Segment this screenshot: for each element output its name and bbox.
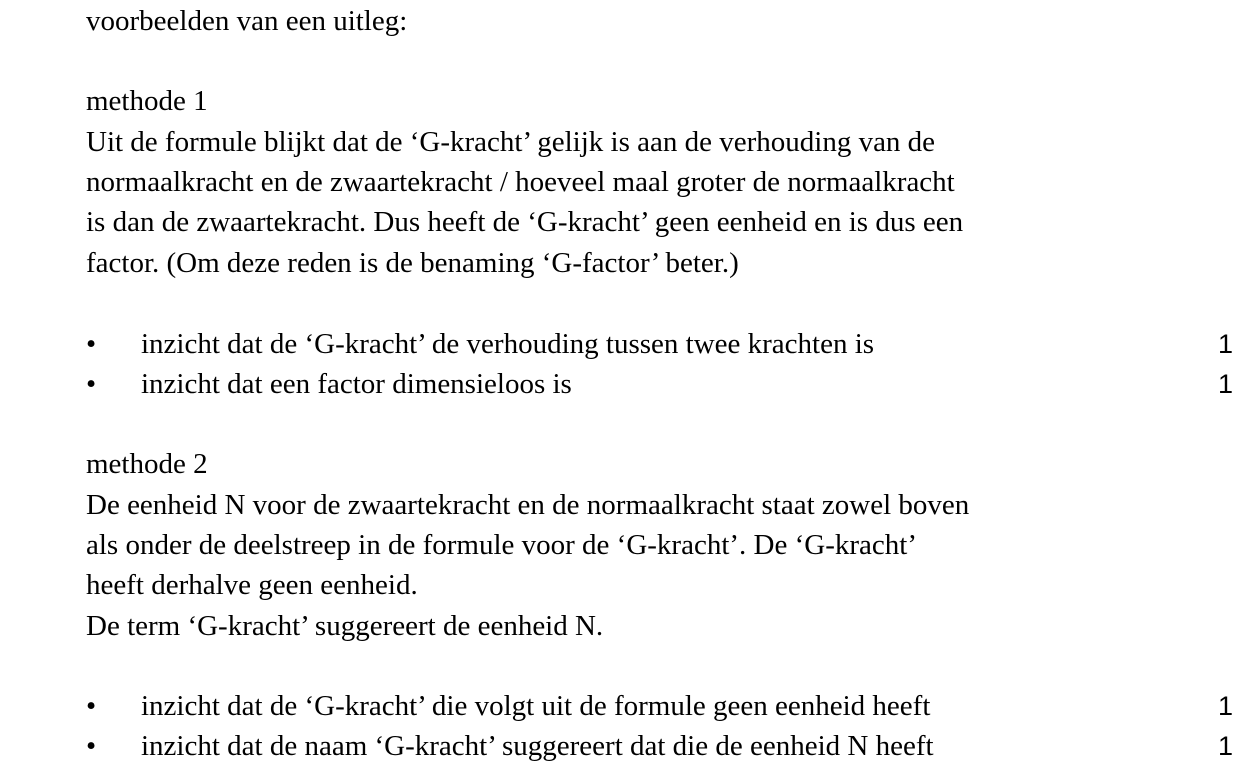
bullet-icon: • xyxy=(86,328,97,360)
intro-text: voorbeelden van een uitleg: xyxy=(86,5,408,37)
method-1-heading: methode 1 xyxy=(86,85,208,117)
method-1-explanation-line: factor. (Om deze reden is de benaming ‘G-factor’ beter.) xyxy=(86,247,739,279)
method-2-explanation-line: De term ‘G-kracht’ suggereert de eenheid N. xyxy=(86,610,604,642)
method-2-explanation-line: heeft derhalve geen eenheid. xyxy=(86,569,418,601)
criterion-row xyxy=(0,364,1243,404)
bullet-icon: • xyxy=(86,368,97,400)
criterion-text: inzicht dat de naam ‘G-kracht’ suggereert dat die de eenheid N heeft xyxy=(141,730,934,762)
score-points: 1 xyxy=(1217,329,1233,359)
method-2-explanation-line: als onder de deelstreep in de formule voor de ‘G-kracht’. De ‘G-kracht’ xyxy=(86,529,917,561)
criterion-text: inzicht dat een factor dimensieloos is xyxy=(141,368,572,400)
criterion-text: inzicht dat de ‘G-kracht’ de verhouding tussen twee krachten is xyxy=(141,328,875,360)
bullet-icon: • xyxy=(86,730,97,762)
criterion-row xyxy=(0,726,1243,766)
bullet-icon: • xyxy=(86,690,97,722)
criterion-row xyxy=(0,686,1243,726)
method-1-explanation-line: is dan de zwaartekracht. Dus heeft de ‘G-kracht’ geen eenheid en is dus een xyxy=(86,206,964,238)
score-points: 1 xyxy=(1217,731,1233,761)
criterion-row xyxy=(0,324,1243,364)
score-points: 1 xyxy=(1217,369,1233,399)
method-1-explanation-line: normaalkracht en de zwaartekracht / hoeveel maal groter de normaalkracht xyxy=(86,166,955,198)
score-points: 1 xyxy=(1217,691,1233,721)
method-1-explanation-line: Uit de formule blijkt dat de ‘G-kracht’ gelijk is aan de verhouding van de xyxy=(86,126,936,158)
method-2-heading: methode 2 xyxy=(86,448,208,480)
method-2-explanation-line: De eenheid N voor de zwaartekracht en de normaalkracht staat zowel boven xyxy=(86,489,970,521)
criterion-text: inzicht dat de ‘G-kracht’ die volgt uit de formule geen eenheid heeft xyxy=(141,690,931,722)
